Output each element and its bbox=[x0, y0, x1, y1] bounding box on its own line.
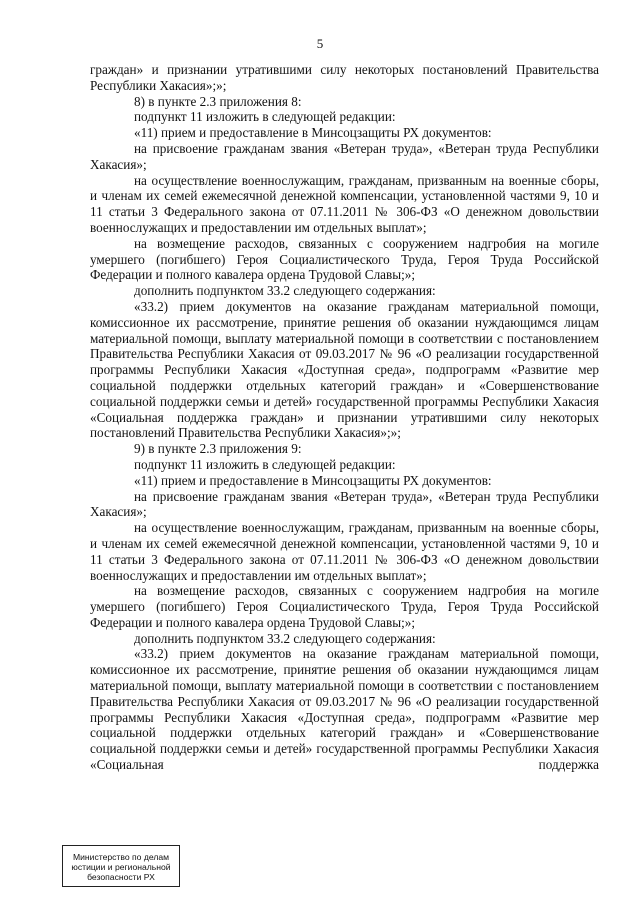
paragraph: 8) в пункте 2.3 приложения 8: bbox=[134, 93, 302, 109]
paragraph: «11) прием и предоставление в Минсоцзащиты РХ документов: bbox=[134, 472, 492, 488]
paragraph: на осуществление военнослужащим, гражданам, призванным на военные сборы, и членам их семей ежемесячной денежной компенсации, установленной частями 9, 10 и 11 статьи 3 Федерального закона от 07.11.2011 № 306-ФЗ «О денежном довольствии военнослужащих и предоставлении им отдельных выплат»; bbox=[90, 520, 599, 583]
stamp-line: безопасности РХ bbox=[87, 872, 155, 882]
document-body bbox=[90, 62, 599, 773]
paragraph: 9) в пункте 2.3 приложения 9: bbox=[134, 441, 302, 457]
paragraph: на присвоение гражданам звания «Ветеран труда», «Ветеран труда Республики Хакасия»; bbox=[90, 488, 599, 520]
stamp-line: юстиции и региональной bbox=[71, 862, 171, 872]
paragraph: «33.2) прием документов на оказание гражданам материальной помощи, комиссионное их рассмотрение, принятие решения об оказании нуждающимся лицам материальной помощи, выплату материальной помощи в соответствии с постановлением Правительства Республики Хакасия от 09.03.2017 № 96 «О реализации государственной программы Республики Хакасия «Доступная среда», подпрограмм «Развитие мер социальной поддержки отдельных категорий граждан» и «Совершенствование социальной поддержки семьи и детей» государственной программы Республики Хакасия «Социальная поддержка граждан» и признании утратившими силу некоторых постановлений Правительства Республики Хакасия»;»; bbox=[90, 298, 599, 441]
paragraph: граждан» и признании утратившими силу некоторых постановлений Правительства Республики Хакасия»;»; bbox=[90, 62, 599, 93]
registration-stamp bbox=[62, 845, 180, 887]
paragraph: «11) прием и предоставление в Минсоцзащиты РХ документов: bbox=[134, 125, 492, 141]
paragraph: подпункт 11 изложить в следующей редакции: bbox=[134, 456, 396, 472]
paragraph: дополнить подпунктом 33.2 следующего содержания: bbox=[134, 283, 436, 299]
page-number: 5 bbox=[316, 36, 324, 51]
paragraph: подпункт 11 изложить в следующей редакции: bbox=[134, 109, 396, 125]
paragraph: дополнить подпунктом 33.2 следующего содержания: bbox=[134, 630, 436, 646]
paragraph: на возмещение расходов, связанных с сооружением надгробия на могиле умершего (погибшего) Героя Социалистического Труда, Героя Труда Российской Федерации и полного кавалера ордена Трудовой Славы;»; bbox=[90, 583, 599, 630]
paragraph: на осуществление военнослужащим, гражданам, призванным на военные сборы, и членам их семей ежемесячной денежной компенсации, установленной частями 9, 10 и 11 статьи 3 Федерального закона от 07.11.2011 № 306-ФЗ «О денежном довольствии военнослужащих и предоставлении им отдельных выплат»; bbox=[90, 172, 599, 235]
paragraph: «33.2) прием документов на оказание гражданам материальной помощи, комиссионное их рассмотрение, принятие решения об оказании нуждающимся лицам материальной помощи, выплату материальной помощи в соответствии с постановлением Правительства Республики Хакасия от 09.03.2017 № 96 «О реализации государственной программы Республики Хакасия «Доступная среда», подпрограмм «Развитие мер социальной поддержки отдельных категорий граждан» и «Совершенствование социальной поддержки семьи и детей» государственной программы Республики Хакасия «Социальная поддержка bbox=[90, 646, 599, 773]
paragraph: на возмещение расходов, связанных с сооружением надгробия на могиле умершего (погибшего) Героя Социалистического Труда, Героя Труда Российской Федерации и полного кавалера ордена Трудовой Славы;»; bbox=[90, 235, 599, 283]
paragraph: на присвоение гражданам звания «Ветеран труда», «Ветеран труда Республики Хакасия»; bbox=[90, 140, 599, 172]
stamp-line: Министерство по делам bbox=[72, 852, 170, 862]
